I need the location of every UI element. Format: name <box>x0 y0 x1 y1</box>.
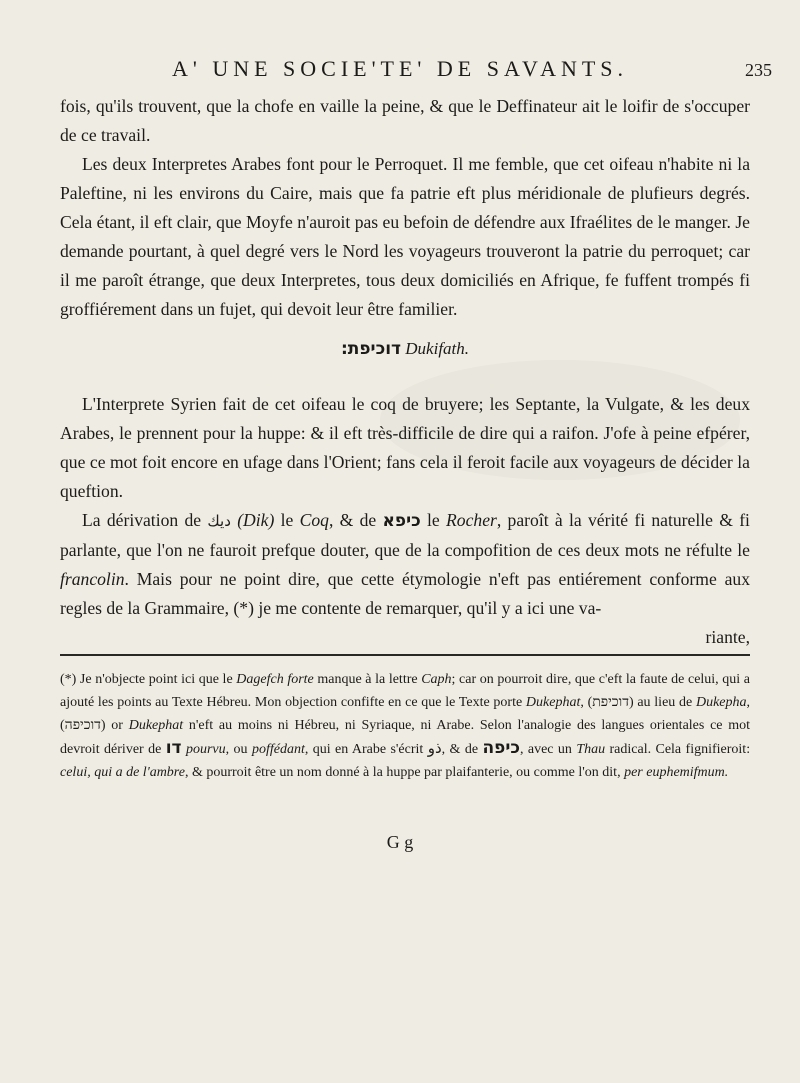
paragraph-2: Les deux Interpretes Arabes font pour le Perroquet. Il me femble, que cet oifeau n'habite ni la Paleftine, ni les environs du Caire, mais que fa patrie eft plus méridionale de plufieurs degrés. Cela étant, il eft clair, que Moyfe n'auroit pas eu befoin de défendre aux Ifraélites de le manger. Je demande pourtant, à quel degré vers le Nord les voyageurs trouveront la patrie du perroquet; car il me paroît étrange, que deux Interpretes, tous deux domiciliés en Afrique, fe fuffent trompés fi groffiérement dans un fujet, qui devoit leur être familier. <box>60 154 750 319</box>
italic-run: Dukephat <box>128 718 184 733</box>
italic-run: Caph <box>421 672 452 687</box>
text-run: La dérivation de <box>82 510 202 530</box>
hebrew-word: דו <box>165 738 182 758</box>
text-run: , paroît à la vérité fi naturelle & fi parlante, que l'on ne fauroit prefque douter, que de la compofition de ces deux mots ne réfulte le <box>60 510 750 560</box>
paragraph-4 <box>60 506 750 623</box>
rocher-word: Rocher <box>446 510 497 530</box>
italic-run: Dukepha <box>695 695 747 710</box>
arabic-word: ديك <box>207 512 231 530</box>
paragraph-3: L'Interprete Syrien fait de cet oifeau le coq de bruyere; les Septante, la Vulgate, & les deux Arabes, le prennent pour la huppe: & il eft très-difficile de dire qui a raifon. J'ofe à peine efpérer, que ce mot foit encore en ufage dans l'Orient; fans cela il feroit facile aux voyageurs de décider la queftion. <box>60 394 750 501</box>
text-run: (*) Je n'objecte point ici que le <box>60 672 233 687</box>
italic-run: celui, qui a de l'ambre <box>60 765 185 780</box>
text-run: , & pourroit être un nom donné à la huppe par plaifanterie, ou comme l'on dit, <box>184 765 621 780</box>
text-run: , & de <box>441 742 479 757</box>
italic-run: pourvu <box>185 742 226 757</box>
heading-latin: Dukifath. <box>405 339 470 358</box>
hebrew-word: כיפא <box>382 511 421 531</box>
text-run: , (דוכיפת) au lieu de <box>580 695 693 710</box>
coq-word: Coq <box>299 510 329 530</box>
text-run: , (דוכיפה) or <box>60 695 751 733</box>
heading-hebrew: דוכיפת: <box>340 339 402 359</box>
text-run: n'eft au moins ni Hébreu, ni Syriaque, ni Arabe. Selon l'analogie des langues orientales ce mot devroit dériver de <box>60 718 751 757</box>
francolin-word: francolin <box>60 569 125 589</box>
text-run: , qui en Arabe s'écrit <box>304 742 424 757</box>
running-head <box>0 56 800 86</box>
entry-heading <box>60 334 750 364</box>
paragraph-1: fois, qu'ils trouvent, que la chofe en vaille la peine, & que le Deffinateur ait le loifir de s'occuper de ce travail. <box>60 96 750 145</box>
text-run: manque à la lettre <box>317 672 418 687</box>
hebrew-word: כיפה <box>482 738 520 758</box>
running-title: A' UNE SOCIE'TE' DE SAVANTS. <box>171 56 629 81</box>
italic-run: per euphemifmum. <box>624 765 729 780</box>
arabic-word: ذو <box>427 739 442 757</box>
text-run: , ou <box>225 742 248 757</box>
italic-run: Dagefch forte <box>236 672 314 687</box>
signature-mark: G g <box>386 832 414 852</box>
text-run: le <box>427 510 440 530</box>
catchword-line: riante, <box>705 627 750 647</box>
text-run: . Mais pour ne point dire, que cette étymologie n'eft pas entiérement conforme aux regles de la Grammaire, (*) je me contente de remarquer, qu'il y a ici une va- <box>60 569 750 618</box>
text-run: , avec un <box>519 742 572 757</box>
text-run: ; car on pourroit dire, que c'eft la faute de celui, qui a ajouté les points au Texte Hébreu. Mon objection confifte en ce que le Texte porte <box>60 672 751 710</box>
italic-run: poffédant <box>251 742 305 757</box>
italic-run: Dukephat <box>525 695 581 710</box>
page-number: 235 <box>745 60 772 80</box>
body-text <box>60 92 750 652</box>
text-run: , & de <box>328 510 377 530</box>
text-run: le <box>280 510 294 530</box>
footnote-rule <box>60 654 750 656</box>
footnote <box>60 668 750 784</box>
footnote-text <box>60 668 750 784</box>
dik-word: (Dik) <box>237 510 275 530</box>
text-run: radical. Cela fignifieroit: <box>609 742 751 757</box>
italic-run: Thau <box>576 742 606 757</box>
